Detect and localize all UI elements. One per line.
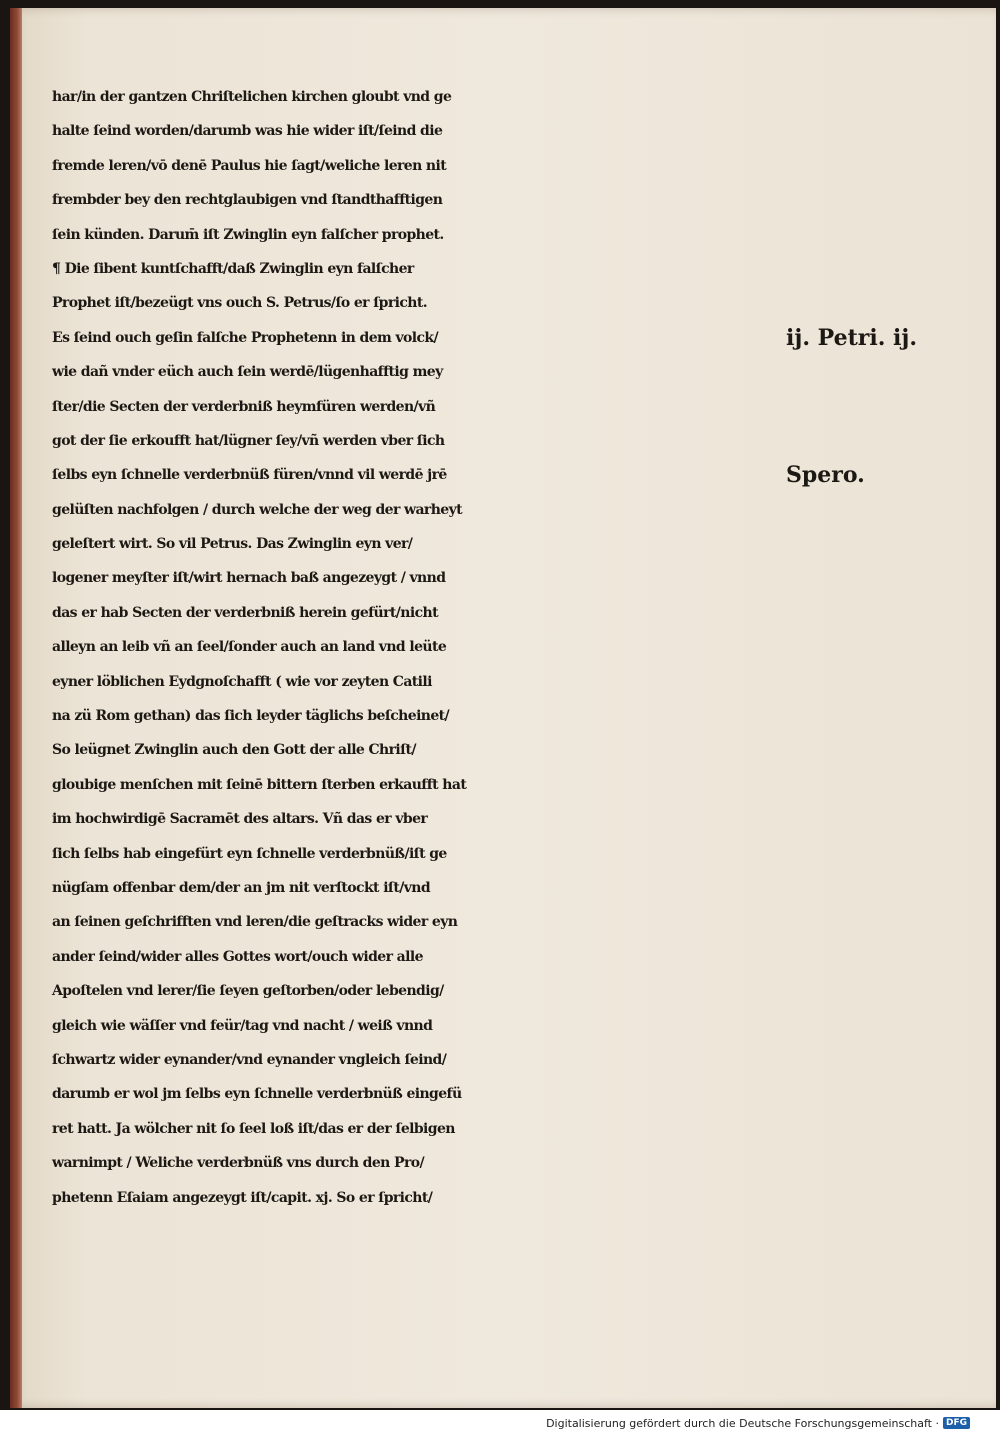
text-line: ret hatt. Ja wölcher nit ſo ſeel loß iſt/das er der ſelbigen bbox=[52, 1120, 455, 1137]
text-line: ſter/die Secten der verderbniß heymfüren werden/vñ bbox=[52, 398, 436, 415]
text-line: geleſtert wirt. So vil Petrus. Das Zwinglin eyn ver/ bbox=[52, 536, 413, 553]
text-line: wie dañ vnder eüch auch ſein werdē/lügenhafftig mey bbox=[52, 364, 443, 381]
text-line: phetenn Eſaiam angezeygt iſt/capit. xj. So er ſpricht/ bbox=[52, 1189, 433, 1206]
text-line: ander ſeind/wider alles Gottes wort/ouch wider alle bbox=[52, 948, 423, 965]
binding-edge bbox=[10, 8, 22, 1408]
text-line: logener meyſter iſt/wirt hernach baß angezeygt / vnnd bbox=[52, 570, 446, 587]
text-line: gleich wie wäſſer vnd feür/tag vnd nacht / weiß vnnd bbox=[52, 1017, 433, 1034]
text-line: Apoſtelen vnd lerer/ſie ſeyen geſtorben/oder lebendig/ bbox=[52, 983, 444, 1000]
text-line: frembder bey den rechtglaubigen vnd ſtandthafftigen bbox=[52, 192, 443, 209]
text-line: Prophet iſt/bezeügt vns ouch S. Petrus/ſo er ſpricht. bbox=[52, 295, 427, 312]
text-line: nügſam offenbar dem/der an jm nit verſtockt iſt/vnd bbox=[52, 879, 431, 896]
text-line: ſelbs eyn ſchnelle verderbnüß füren/vnnd vil werdē jrē bbox=[52, 467, 447, 484]
text-line: fremde leren/vō denē Paulus hie ſagt/weliche leren nit bbox=[52, 157, 447, 174]
margin-note: Spero. bbox=[786, 462, 865, 489]
margin-note: ij. Petri. ij. bbox=[786, 324, 917, 351]
text-line: Es ſeind ouch geſin falſche Prophetenn in dem volck/ bbox=[52, 329, 439, 346]
footer-credit: Digitalisierung gefördert durch die Deutsche Forschungsgemeinschaft · bbox=[546, 1416, 939, 1430]
text-line: an ſeinen geſchrifften vnd leren/die geſtracks wider eyn bbox=[52, 914, 458, 931]
text-line: ¶ Die ſibent kuntſchafft/daß Zwinglin eyn falſcher bbox=[52, 260, 414, 277]
text-line: ſich ſelbs hab eingefürt eyn ſchnelle verderbnüß/iſt ge bbox=[52, 845, 447, 862]
text-line: ſein künden. Darum̄ iſt Zwinglin eyn falſcher prophet. bbox=[52, 226, 444, 243]
text-line: eyner löblichen Eydgnoſchafft ( wie vor zeyten Catili bbox=[52, 673, 432, 690]
body-text bbox=[52, 80, 792, 1215]
text-line: das er hab Secten der verderbniß herein gefürt/nicht bbox=[52, 604, 438, 621]
text-line: halte ſeind worden/darumb was hie wider iſt/ſeind die bbox=[52, 123, 443, 140]
text-line: alleyn an leib vñ an ſeel/ſonder auch an land vnd leüte bbox=[52, 639, 447, 656]
text-line: im hochwirdigē Sacramēt des altars. Vñ das er vber bbox=[52, 811, 428, 828]
dfg-logo-icon: DFG bbox=[943, 1417, 970, 1429]
text-line: har/in der gantzen Chriſtelichen kirchen gloubt vnd ge bbox=[52, 89, 452, 105]
footer bbox=[546, 1414, 970, 1432]
text-line: gloubige menſchen mit ſeinē bittern ſterben erkaufft hat bbox=[52, 776, 467, 793]
text-line: darumb er wol jm ſelbs eyn ſchnelle verderbnüß eingefü bbox=[52, 1086, 462, 1103]
text-line: So leügnet Zwinglin auch den Gott der alle Chriſt/ bbox=[52, 742, 416, 759]
text-line: na zü Rom gethan) das ſich leyder täglichs beſcheinet/ bbox=[52, 708, 450, 725]
text-line: warnimpt / Weliche verderbnüß vns durch den Pro/ bbox=[52, 1155, 424, 1172]
text-line: gelüſten nachfolgen / durch welche der weg der warheyt bbox=[52, 501, 462, 518]
text-line: ſchwartz wider eynander/vnd eynander vngleich ſeind/ bbox=[52, 1051, 447, 1068]
text-line: got der ſie erkoufft hat/lügner ſey/vñ werden vber ſich bbox=[52, 432, 445, 449]
